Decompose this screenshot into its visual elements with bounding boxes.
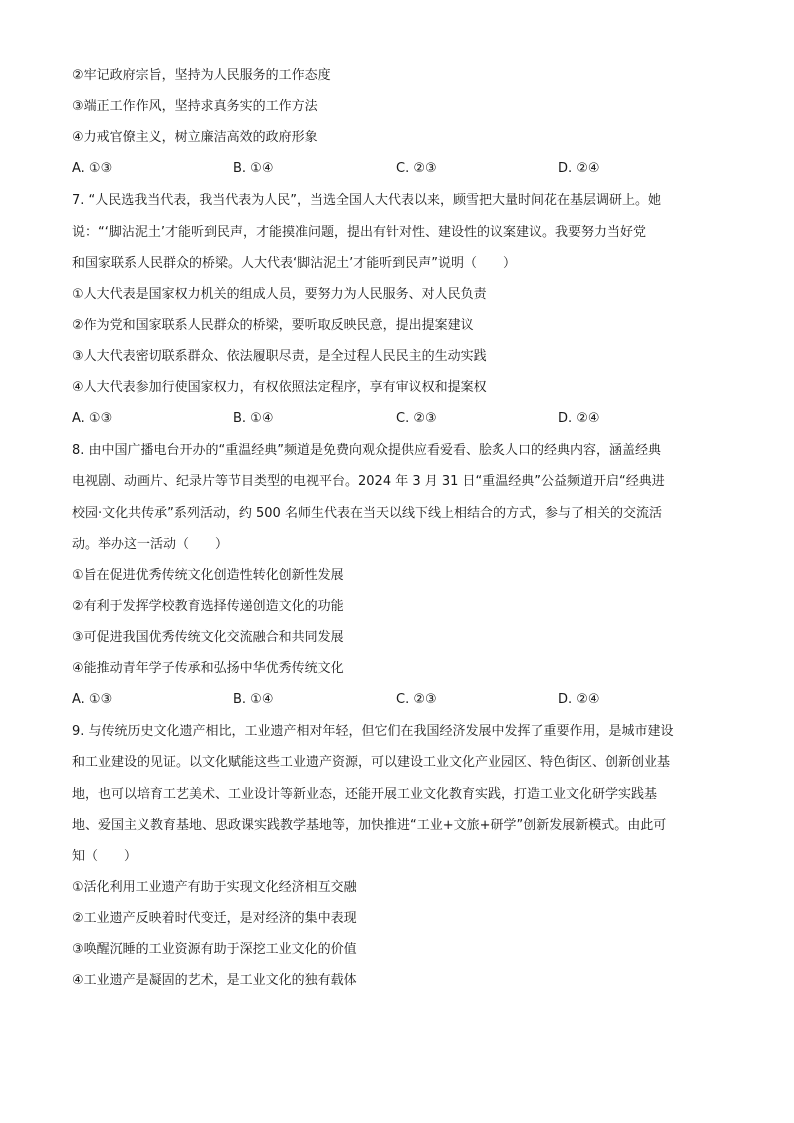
q9-item-1: ①活化利用工业遗产有助于实现文化经济相互交融 — [72, 880, 357, 895]
q8-stem-line: 校园·文化共传承”系列活动，约 500 名师生代表在当天以线下线上相结合的方式，参与了相关的交流活 — [72, 506, 662, 521]
q9-item-3: ③唤醒沉睡的工业资源有助于深挖工业文化的价值 — [72, 942, 357, 957]
q8-item-2: ②有利于发挥学校教育选择传递创造文化的功能 — [72, 599, 344, 614]
q7-item-1: ①人大代表是国家权力机关的组成人员，要努力为人民服务、对人民负责 — [72, 287, 487, 302]
q8-option-d: D. ②④ — [558, 692, 600, 707]
q8-stem-line: 8. 由中国广播电台开办的“重温经典”频道是免费向观众提供应看爱看、脍炙人口的经典内容，涵盖经典 — [72, 443, 662, 458]
q8-option-b: B. ①④ — [233, 692, 274, 707]
q7-stem-line: 7. “人民选我当代表，我当代表为人民”，当选全国人大代表以来，顾雪把大量时间花在基层调研上。她 — [72, 193, 662, 208]
q7-item-2: ②作为党和国家联系人民群众的桥梁，要听取反映民意，提出提案建议 — [72, 318, 474, 333]
q7-option-b: B. ①④ — [233, 411, 274, 426]
q8-item-3: ③可促进我国优秀传统文化交流融合和共同发展 — [72, 630, 344, 645]
q6-item-4: ④力戒官僚主义，树立廉洁高效的政府形象 — [72, 130, 318, 145]
q9-stem-line: 知（ ） — [72, 849, 138, 864]
q8-option-c: C. ②③ — [396, 692, 437, 707]
q6-option-b: B. ①④ — [233, 161, 274, 176]
q6-option-d: D. ②④ — [558, 161, 600, 176]
q8-stem-line: 电视剧、动画片、纪录片等节目类型的电视平台。2024 年 3 月 31 日“重温经典”公益频道开启“经典进 — [72, 474, 665, 489]
q6-item-3: ③端正工作作风，坚持求真务实的工作方法 — [72, 99, 318, 114]
q6-item-2: ②牢记政府宗旨，坚持为人民服务的工作态度 — [72, 68, 331, 83]
q7-item-4: ④人大代表参加行使国家权力，有权依照法定程序，享有审议权和提案权 — [72, 380, 487, 395]
q8-option-a: A. ①③ — [72, 692, 113, 707]
q6-option-a: A. ①③ — [72, 161, 113, 176]
q9-item-2: ②工业遗产反映着时代变迁，是对经济的集中表现 — [72, 911, 357, 926]
q8-stem-line: 动。举办这一活动（ ） — [72, 537, 229, 552]
q7-option-a: A. ①③ — [72, 411, 113, 426]
q9-stem-line: 和工业建设的见证。以文化赋能这些工业遗产资源，可以建设工业文化产业园区、特色街区、创新创业基 — [72, 755, 671, 770]
q9-item-4: ④工业遗产是凝固的艺术，是工业文化的独有载体 — [72, 973, 357, 988]
q6-option-c: C. ②③ — [396, 161, 437, 176]
q7-stem-line: 和国家联系人民群众的桥梁。人大代表‘脚沾泥土’才能听到民声”说明（ ） — [72, 256, 516, 271]
q8-item-1: ①旨在促进优秀传统文化创造性转化创新性发展 — [72, 568, 344, 583]
q8-item-4: ④能推动青年学子传承和弘扬中华优秀传统文化 — [72, 661, 344, 676]
q7-stem-line: 说：“‘脚沾泥土’才能听到民声，才能摸准问题，提出有针对性、建设性的议案建议。我要努力当好党 — [72, 225, 647, 240]
q7-option-d: D. ②④ — [558, 411, 600, 426]
q7-item-3: ③人大代表密切联系群众、依法履职尽责，是全过程人民民主的生动实践 — [72, 349, 487, 364]
q9-stem-line: 地，也可以培育工艺美术、工业设计等新业态，还能开展工业文化教育实践，打造工业文化研学实践基 — [72, 787, 658, 802]
q9-stem-line: 9. 与传统历史文化遗产相比，工业遗产相对年轻，但它们在我国经济发展中发挥了重要作用，是城市建设 — [72, 724, 674, 739]
q9-stem-line: 地、爱国主义教育基地、思政课实践教学基地等，加快推进“工业+文旅+研学”创新发展新模式。由此可 — [72, 818, 667, 833]
q7-option-c: C. ②③ — [396, 411, 437, 426]
